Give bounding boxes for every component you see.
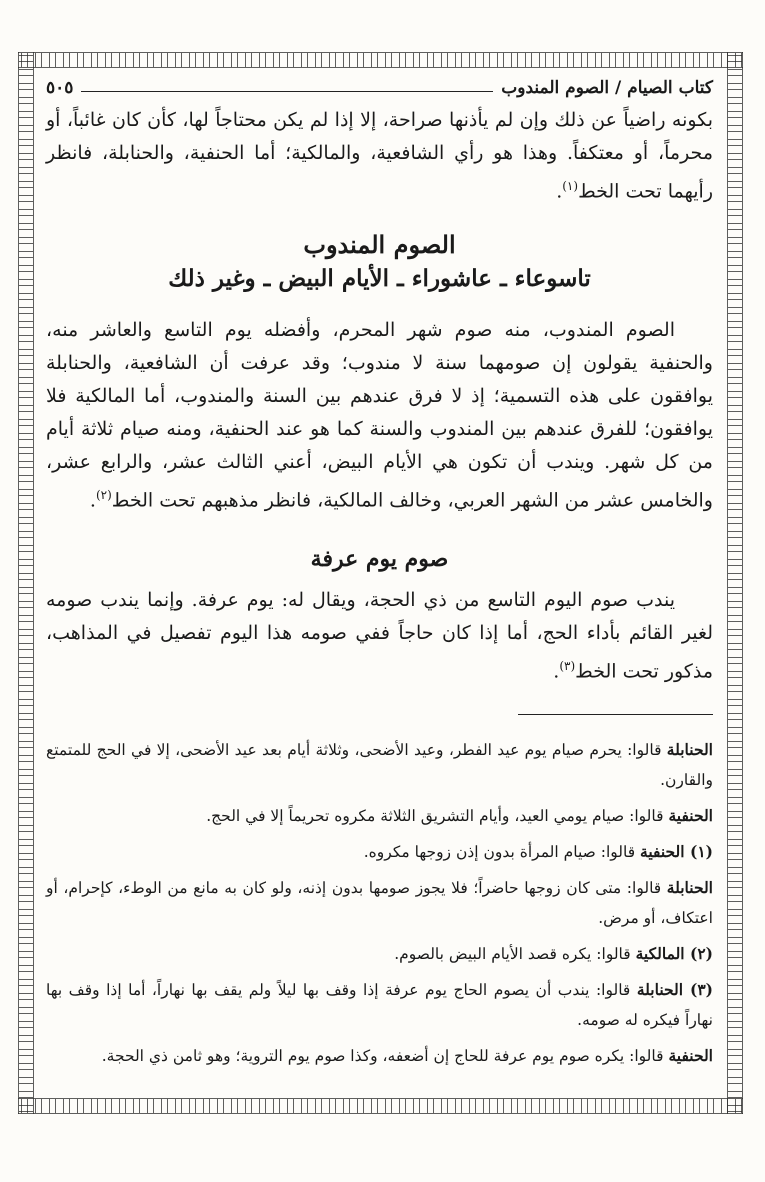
note-ref-3[interactable]: (٣): [559, 658, 576, 673]
footnote: [46, 1041, 713, 1071]
footnote-text: قالوا: يكره قصد الأيام البيض بالصوم.: [394, 944, 636, 963]
ornamental-border-top: [18, 52, 743, 68]
footnote-separator: [518, 714, 713, 715]
footnote: [46, 801, 713, 831]
footnote-text: قالوا: صيام يومي العيد، وأيام التشريق الثلاثة مكروه تحريماً إلا في الحج.: [206, 806, 669, 825]
footnote-text: قالوا: صيام المرأة بدون إذن زوجها مكروه.: [363, 842, 641, 861]
ornamental-border-left: [18, 52, 34, 1114]
footnote-label: الحنفية: [668, 1045, 713, 1065]
footnote: [46, 873, 713, 933]
running-header: [46, 78, 713, 98]
footnote-label: (٣) الحنابلة: [636, 979, 714, 999]
mandoub-paragraph: [46, 314, 713, 517]
ornamental-border-bottom: [18, 1098, 743, 1114]
footnote: [46, 975, 713, 1035]
arafah-paragraph: [46, 584, 713, 688]
footnote: [46, 939, 713, 969]
footnote-text: قالوا: يكره صوم يوم عرفة للحاج إن أضعفه، وكذا صوم يوم التروية؛ وهو ثامن ذي الحجة.: [101, 1046, 669, 1065]
page-number: ٥٠٥: [46, 78, 74, 98]
note-ref-1[interactable]: (١): [562, 179, 579, 193]
header-rule: [81, 91, 493, 92]
footnote-label: (٢) المالكية: [635, 943, 713, 963]
footnote-text: قالوا: يحرم صيام يوم عيد الفطر، وعيد الأضحى، وثلاثة أيام بعد عيد الأضحى، إلا في الحج للمتمتع والقارن.: [46, 740, 713, 789]
footnote-text: قالوا: يندب أن يصوم الحاج يوم عرفة إذا وقف بها ليلاً ولم يقف بها نهاراً، أما إذا وقف بها نهاراً فيكره له صومه.: [46, 980, 713, 1029]
intro-text: بكونه راضياً عن ذلك وإن لم يأذنها صراحة، إلا إذا لم يكن محتاجاً لها، كأن كان غائباً، أو محرماً، أو معتكفاً. وهذا هو رأي الشافعية، والمالكية؛ أما الحنفية، والحنابلة، فانظر رأيهما تحت الخط: [46, 109, 713, 203]
running-title: كتاب الصيام / الصوم المندوب: [501, 78, 713, 98]
ornamental-border-right: [727, 52, 743, 1114]
footnote-label: الحنابلة: [666, 877, 713, 897]
mandoub-text: الصوم المندوب، منه صوم شهر المحرم، وأفضله يوم التاسع والعاشر منه، والحنفية يقولون إن صومهما سنة لا مندوب؛ وقد عرفت أن الشافعية، والحنابلة يوافقون على هذه التسمية؛ إذ لا فرق عندهم بين السنة والمندوب، أما المالكية فلا يوافقون؛ للفرق عندهم بين المندوب والسنة كما هو عند الحنفية، ومنه صيام ثلاثة أيام من كل شهر. ويندب أن تكون هي الأيام البيض، أعني الثالث عشر، والرابع عشر، والخامس عشر من الشهر العربي، وخالف المالكية، فانظر مذهبهم تحت الخط: [46, 319, 713, 512]
section-title-mandoub: الصوم المندوب: [303, 230, 456, 260]
footnote-label: (١) الحنفية: [640, 841, 713, 861]
footnote-label: الحنابلة: [666, 739, 713, 759]
footnote-label: الحنفية: [668, 805, 713, 825]
intro-end: .: [556, 180, 563, 203]
footnote: [46, 837, 713, 867]
arafah-end: .: [553, 659, 560, 682]
footnotes: [46, 735, 713, 1071]
footnote: [46, 735, 713, 795]
intro-paragraph: [46, 104, 713, 208]
section-subtitle-mandoub: تاسوعاء ـ عاشوراء ـ الأيام البيض ـ وغير ذلك: [168, 265, 591, 293]
note-ref-2[interactable]: (٢): [95, 488, 112, 503]
mandoub-end: .: [89, 489, 96, 512]
page-content: [46, 78, 713, 1077]
arafah-text: يندب صوم اليوم التاسع من ذي الحجة، ويقال له: يوم عرفة. وإنما يندب صومه لغير القائم بأداء الحج، أما إذا كان حاجاً ففي صومه هذا اليوم تفصيل في المذاهب، مذكور تحت الخط: [46, 588, 713, 682]
footnote-text: قالوا: متى كان زوجها حاضراً؛ فلا يجوز صومها بدون إذنه، ولو كان به مانع من الوطء، كإحرام، أو اعتكاف، أو مرض.: [46, 878, 713, 927]
section-title-arafah: صوم يوم عرفة: [310, 545, 449, 572]
